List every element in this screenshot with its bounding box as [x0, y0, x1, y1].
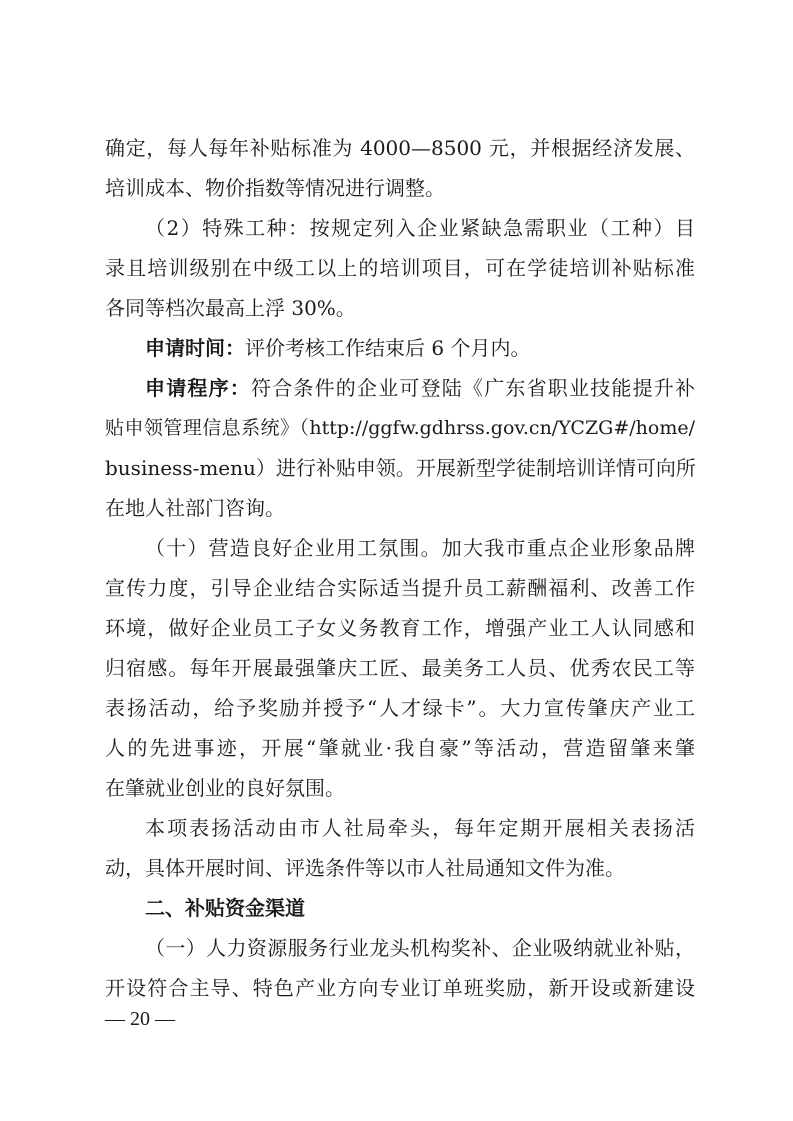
section-heading: 二、补贴资金渠道 — [145, 896, 305, 920]
body-line: （十）营造良好企业用工氛围。加大我市重点企业形象品牌 — [145, 536, 695, 560]
apply-time-line — [145, 334, 695, 362]
apply-time-text: 评价考核工作结束后 6 个月内。 — [245, 336, 531, 360]
apply-procedure-text: 符合条件的企业可登陆《广东省职业技能提升补 — [251, 376, 695, 400]
page-number: — 20 — — [105, 1008, 175, 1030]
body-line: business-menu）进行补贴申领。开展新型学徒制培训详情可向所 — [105, 456, 696, 480]
body-line: （2）特殊工种：按规定列入企业紧缺急需职业（工种）目 — [145, 216, 695, 240]
body-line: 表扬活动，给予奖励并授予“人才绿卡”。大力宣传肇庆产业工 — [105, 696, 695, 720]
body-line: 在肇就业创业的良好氛围。 — [105, 776, 345, 800]
body-line: 环境，做好企业员工子女义务教育工作，增强产业工人认同感和 — [105, 616, 695, 640]
apply-procedure-label: 申请程序： — [145, 376, 251, 400]
body-line: （一）人力资源服务行业龙头机构奖补、企业吸纳就业补贴， — [145, 936, 695, 960]
apply-procedure-line — [145, 374, 695, 402]
body-line: 各同等档次最高上浮 30%。 — [105, 296, 356, 320]
body-line: 归宿感。每年开展最强肇庆工匠、最美务工人员、优秀农民工等 — [105, 656, 695, 680]
body-line: 确定，每人每年补贴标准为 4000—8500 元，并根据经济发展、 — [105, 136, 695, 160]
body-line: 开设符合主导、特色产业方向专业订单班奖励，新开设或新建设 — [105, 976, 695, 1000]
body-line: 本项表扬活动由市人社局牵头，每年定期开展相关表扬活 — [145, 816, 695, 840]
body-line: 培训成本、物价指数等情况进行调整。 — [105, 176, 445, 200]
apply-time-label: 申请时间： — [145, 336, 245, 360]
body-line-url: 贴申领管理信息系统》（http://ggfw.gdhrss.gov.cn/YCZG#/home/ — [105, 417, 695, 439]
body-line: 录且培训级别在中级工以上的培训项目，可在学徒培训补贴标准 — [105, 256, 695, 280]
body-line: 人的先进事迹，开展“肇就业·我自豪”等活动，营造留肇来肇 — [105, 736, 695, 760]
body-line: 宣传力度，引导企业结合实际适当提升员工薪酬福利、改善工作 — [105, 576, 695, 600]
body-line: 在地人社部门咨询。 — [105, 496, 285, 520]
body-line: 动，具体开展时间、评选条件等以市人社局通知文件为准。 — [105, 856, 625, 880]
